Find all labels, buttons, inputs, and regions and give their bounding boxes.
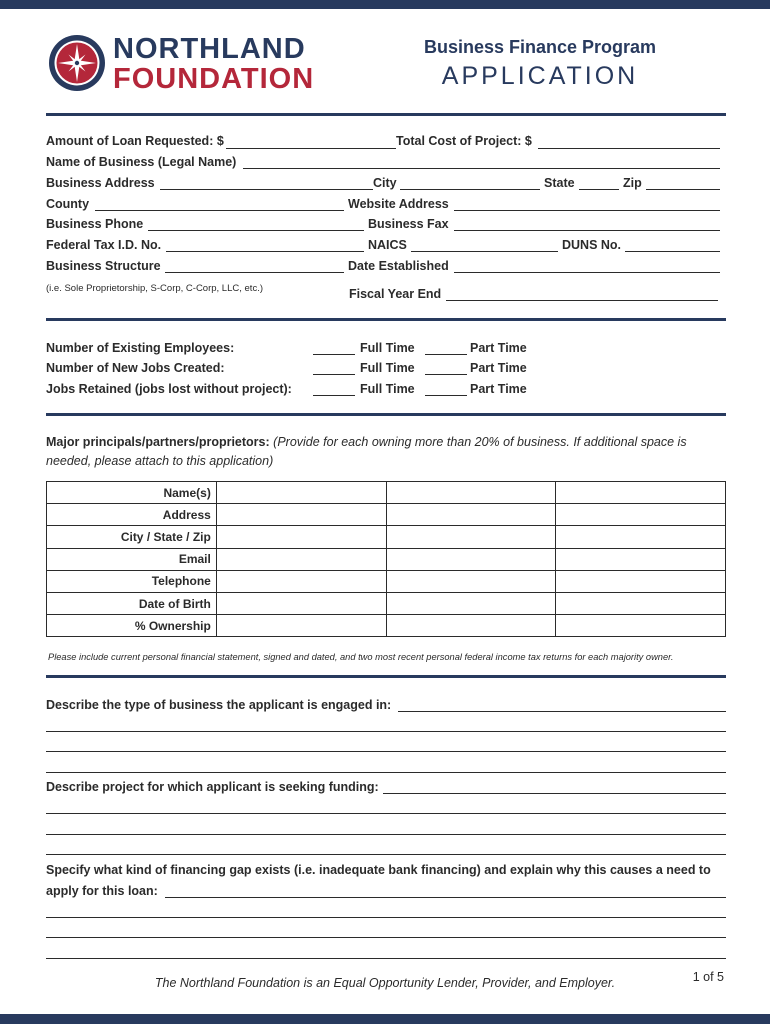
document-title: APPLICATION (441, 62, 639, 90)
tax-id-field[interactable] (166, 251, 364, 252)
fiscal-year-end-label: Fiscal Year End (349, 287, 442, 301)
answer-line[interactable] (46, 772, 726, 773)
table-cell[interactable] (216, 548, 386, 570)
table-cell[interactable] (386, 504, 556, 526)
answer-line[interactable] (46, 958, 726, 959)
table-cell[interactable] (216, 504, 386, 526)
table-row (47, 570, 726, 592)
question-project: Describe project for which applicant is seeking funding: (46, 780, 379, 794)
website-label: Website Address (348, 197, 449, 211)
jobs-retained-label: Jobs Retained (jobs lost without project): (46, 382, 292, 396)
part-time-label: Part Time (470, 382, 527, 396)
row-label-date-of-birth: Date of Birth (47, 592, 217, 614)
section-divider (46, 318, 726, 321)
existing-full-time-field[interactable] (313, 354, 355, 355)
duns-field[interactable] (625, 251, 720, 252)
table-cell[interactable] (556, 526, 726, 548)
table-cell[interactable] (556, 548, 726, 570)
table-cell[interactable] (386, 570, 556, 592)
business-fax-label: Business Fax (368, 217, 449, 231)
full-time-label: Full Time (360, 341, 415, 355)
table-cell[interactable] (386, 615, 556, 637)
table-cell[interactable] (556, 615, 726, 637)
zip-label: Zip (623, 176, 642, 190)
table-cell[interactable] (216, 615, 386, 637)
logo-text-line1: NORTHLAND (113, 33, 306, 65)
table-cell[interactable] (216, 570, 386, 592)
answer-line[interactable] (46, 917, 726, 918)
business-structure-label: Business Structure (46, 259, 161, 273)
compass-star-icon (47, 33, 107, 93)
bottom-bar (0, 1014, 770, 1024)
footer-text: The Northland Foundation is an Equal Opportunity Lender, Provider, and Employer. (154, 976, 616, 990)
date-established-label: Date Established (348, 259, 449, 273)
northland-logo (47, 33, 337, 95)
answer-line[interactable] (46, 854, 726, 855)
answer-line[interactable] (398, 711, 726, 712)
answer-line[interactable] (46, 731, 726, 732)
loan-amount-field[interactable] (226, 148, 396, 149)
structure-note: (i.e. Sole Proprietorship, S-Corp, C-Corp, LLC, etc.) (46, 283, 263, 294)
principals-table (46, 481, 726, 637)
loan-amount-label: Amount of Loan Requested: $ (46, 134, 224, 148)
table-row (47, 615, 726, 637)
table-row (47, 592, 726, 614)
date-established-field[interactable] (454, 272, 720, 273)
table-cell[interactable] (556, 592, 726, 614)
duns-label: DUNS No. (562, 238, 622, 252)
county-field[interactable] (95, 210, 344, 211)
website-field[interactable] (454, 210, 720, 211)
jobs-retained-part-time-field[interactable] (425, 395, 467, 396)
row-label-city-state-zip: City / State / Zip (47, 526, 217, 548)
county-label: County (46, 197, 90, 211)
new-jobs-full-time-field[interactable] (313, 374, 355, 375)
new-jobs-part-time-field[interactable] (425, 374, 467, 375)
table-cell[interactable] (216, 592, 386, 614)
page-number: 1 of 5 (692, 970, 724, 984)
part-time-label: Part Time (470, 341, 527, 355)
answer-line[interactable] (46, 751, 726, 752)
zip-field[interactable] (646, 189, 720, 190)
principals-heading (46, 435, 687, 449)
business-name-label: Name of Business (Legal Name) (46, 155, 237, 169)
city-field[interactable] (400, 189, 540, 190)
total-cost-label: Total Cost of Project: $ (396, 134, 532, 148)
jobs-retained-full-time-field[interactable] (313, 395, 355, 396)
answer-line[interactable] (383, 793, 726, 794)
business-name-field[interactable] (243, 168, 720, 169)
full-time-label: Full Time (360, 361, 415, 375)
financial-statement-note: Please include current personal financial statement, signed and dated, and two most recent personal federal income tax returns for each majority owner. (48, 652, 674, 662)
naics-label: NAICS (368, 238, 407, 252)
new-jobs-label: Number of New Jobs Created: (46, 361, 225, 375)
business-phone-field[interactable] (148, 230, 364, 231)
row-label-ownership: % Ownership (47, 615, 217, 637)
table-cell[interactable] (556, 482, 726, 504)
state-label: State (544, 176, 575, 190)
table-cell[interactable] (386, 482, 556, 504)
existing-employees-label: Number of Existing Employees: (46, 341, 235, 355)
table-cell[interactable] (556, 570, 726, 592)
business-structure-field[interactable] (165, 272, 344, 273)
principals-heading-text: Major principals/partners/proprietors: (46, 435, 270, 449)
business-fax-field[interactable] (454, 230, 720, 231)
section-divider (46, 675, 726, 678)
full-time-label: Full Time (360, 382, 415, 396)
table-cell[interactable] (386, 548, 556, 570)
row-label-telephone: Telephone (47, 570, 217, 592)
business-address-field[interactable] (160, 189, 373, 190)
table-cell[interactable] (386, 592, 556, 614)
table-cell[interactable] (386, 526, 556, 548)
business-address-label: Business Address (46, 176, 155, 190)
table-row (47, 526, 726, 548)
table-cell[interactable] (216, 482, 386, 504)
answer-line[interactable] (165, 897, 726, 898)
section-divider (46, 413, 726, 416)
question-business-type: Describe the type of business the applicant is engaged in: (46, 698, 392, 712)
tax-id-label: Federal Tax I.D. No. (46, 238, 162, 252)
table-cell[interactable] (556, 504, 726, 526)
principals-instruction-cont: needed, please attach to this application) (46, 454, 274, 468)
table-row (47, 504, 726, 526)
row-label-email: Email (47, 548, 217, 570)
answer-line[interactable] (46, 813, 726, 814)
business-phone-label: Business Phone (46, 217, 144, 231)
answer-line[interactable] (46, 937, 726, 938)
answer-line[interactable] (46, 834, 726, 835)
logo-text-line2: FOUNDATION (113, 63, 315, 95)
total-cost-field[interactable] (538, 148, 720, 149)
row-label-name: Name(s) (47, 482, 217, 504)
program-title: Business Finance Program (423, 37, 657, 57)
row-label-address: Address (47, 504, 217, 526)
principals-instruction: (Provide for each owning more than 20% of business. If additional space is (273, 435, 687, 449)
table-row (47, 548, 726, 570)
top-bar (0, 0, 770, 9)
state-field[interactable] (579, 189, 619, 190)
part-time-label: Part Time (470, 361, 527, 375)
city-label: City (373, 176, 397, 190)
naics-field[interactable] (411, 251, 558, 252)
table-cell[interactable] (216, 526, 386, 548)
table-row (47, 482, 726, 504)
fiscal-year-end-field[interactable] (446, 300, 718, 301)
existing-part-time-field[interactable] (425, 354, 467, 355)
question-financing-gap: Specify what kind of financing gap exists (i.e. inadequate bank financing) and explain why this causes a need to (46, 863, 711, 877)
section-divider (46, 113, 726, 116)
question-financing-gap-cont: apply for this loan: (46, 884, 158, 898)
